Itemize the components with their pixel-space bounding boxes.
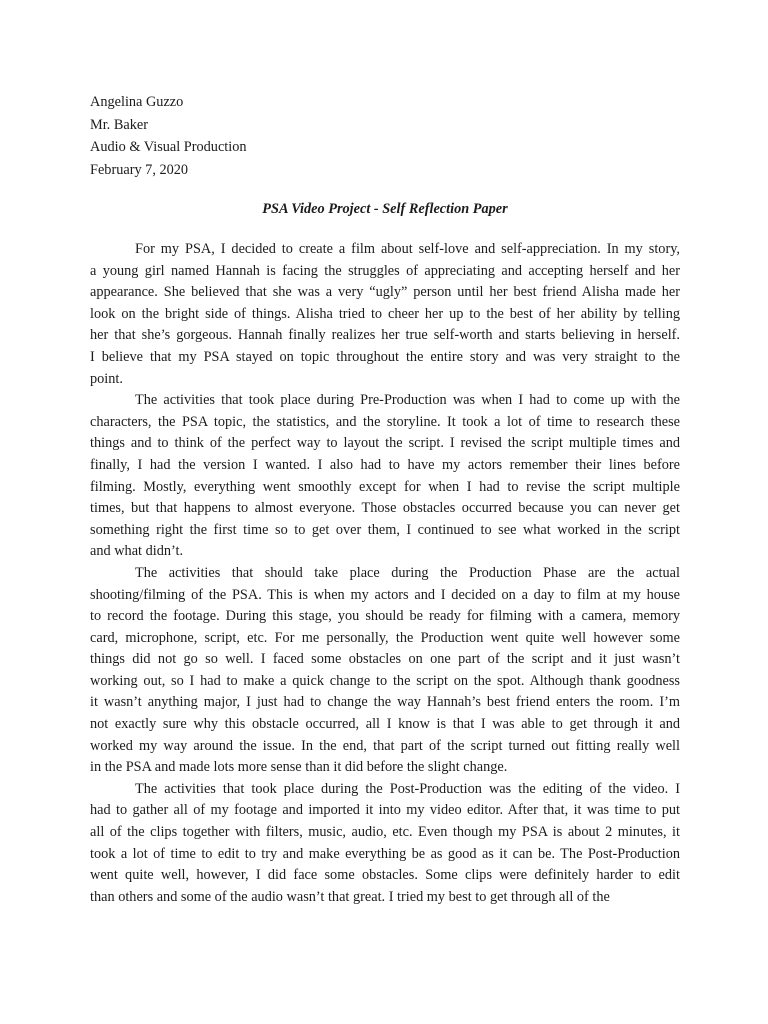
paragraph-line: and what didn’t. — [90, 543, 184, 560]
paragraph-line: card, microphone, script, etc. For me personally, the Production went quite well however some — [90, 629, 680, 646]
paragraph-line: appearance. She believed that she was a very “ugly” person until her best friend Alisha made her — [90, 284, 680, 301]
paragraph-line: worked my way around the issue. In the end, that part of the script turned out fitting really well — [90, 737, 680, 754]
paragraph-line: went quite well, however, I did face some obstacles. Some clips were definitely harder to edit — [90, 867, 680, 884]
document-title: PSA Video Project - Self Reflection Paper — [262, 201, 508, 217]
body-paragraph — [90, 239, 680, 390]
paragraph-line: shooting/filming of the PSA. This is when my actors and I decided on a day to film at my house — [90, 586, 680, 603]
paragraph-line: in the PSA and made lots more sense than it did before the slight change. — [90, 759, 508, 776]
course-name: Audio & Visual Production — [90, 139, 247, 155]
paragraph-line: things did not go so well. I faced some obstacles on one part of the script and it just wasn’t — [90, 651, 680, 668]
paragraph-line: than others and some of the audio wasn’t that great. I tried my best to get through all of the — [90, 888, 610, 905]
paragraph-line: things and to think of the perfect way to layout the script. I revised the script multiple times and — [90, 435, 680, 452]
paragraph-line: The activities that should take place during the Production Phase are the actual — [135, 564, 680, 581]
paragraph-line: had to gather all of my footage and imported it into my video editor. After that, it was time to put — [90, 802, 680, 819]
paragraph-line: point. — [90, 370, 123, 387]
paragraph-line: finally, I had the version I wanted. I also had to have my actors remember their lines before — [90, 456, 680, 473]
body-paragraph — [90, 779, 680, 909]
document-header — [90, 91, 690, 181]
paragraph-line: I believe that my PSA stayed on topic throughout the entire story and was very straight to the — [90, 348, 680, 365]
paragraph-line: The activities that took place during the Post-Production was the editing of the video. I — [135, 780, 680, 797]
paragraph-line: to record the footage. During this stage, you should be ready for filming with a camera, memory — [90, 608, 680, 625]
document-date: February 7, 2020 — [90, 161, 189, 178]
paragraph-line: her that she’s gorgeous. Hannah finally realizes her true self-worth and starts believing in herself. — [90, 327, 680, 344]
document-body — [90, 239, 680, 908]
body-paragraph — [90, 563, 680, 779]
paragraph-line: look on the bright side of things. Alisha tried to cheer her up to the best of her ability by telling — [90, 305, 680, 322]
paragraph-line: filming. Mostly, everything went smoothly except for when I had to revise the script multiple — [90, 478, 680, 495]
paragraph-line: something right the first time so to get over them, I continued to see what worked in the script — [90, 521, 680, 538]
paragraph-line: it wasn’t anything major, I just had to change the way Hannah’s best friend enters the room. I’m — [90, 694, 680, 711]
paragraph-line: characters, the PSA topic, the statistics, and the storyline. It took a lot of time to research these — [90, 413, 680, 430]
paragraph-line: working out, so I had to make a quick change to the script on the spot. Although thank goodness — [90, 672, 680, 689]
paragraph-line: took a lot of time to edit to try and make everything be as good as it can be. The Post-Production — [90, 845, 680, 862]
paragraph-line: not exactly sure why this obstacle occurred, all I know is that I was able to get through it and — [90, 716, 680, 733]
paragraph-line: a young girl named Hannah is facing the struggles of appreciating and accepting herself and her — [90, 262, 680, 279]
body-paragraph — [90, 390, 680, 563]
teacher-name: Mr. Baker — [90, 116, 148, 133]
paragraph-line: For my PSA, I decided to create a film about self-love and self-appreciation. In my story, — [135, 241, 680, 257]
paragraph-line: The activities that took place during Pre-Production was when I had to come up with the — [135, 392, 680, 409]
paragraph-line: times, but that happens to almost everyone. Those obstacles occurred because you can never get — [90, 500, 680, 517]
paragraph-line: all of the clips together with filters, music, audio, etc. Even though my PSA is about 2 minutes, it — [90, 824, 680, 841]
author-name: Angelina Guzzo — [90, 94, 184, 110]
